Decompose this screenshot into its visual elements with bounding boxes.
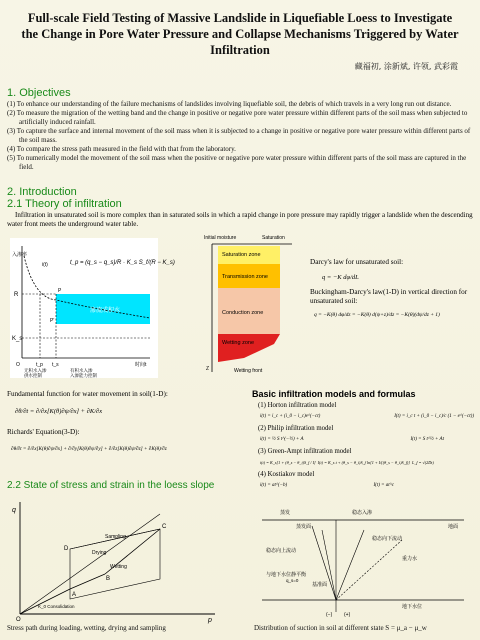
darcy-block bbox=[310, 258, 475, 320]
bottom-label: 有积水入渗 bbox=[70, 368, 93, 373]
objective-item: (5) To numerically model the movement of the soil mass when the positive or negative pore water pressure within different parts of the soil mass are captured in the field. bbox=[7, 154, 467, 171]
suction-diagram bbox=[252, 500, 474, 618]
suction-label: 蒸发 bbox=[280, 510, 291, 516]
label-p: P bbox=[58, 288, 62, 294]
bottom-label: 入渗能力控制 bbox=[70, 373, 97, 378]
suction-label: 与地下水位静平衡 bbox=[266, 572, 307, 578]
box-label: 渗流成积水 bbox=[90, 308, 121, 314]
model-eq: i(t) = at^(−b) bbox=[260, 482, 288, 488]
infiltration-graph-panel bbox=[10, 238, 175, 378]
model-eq: I(t) = at^c bbox=[373, 482, 394, 488]
fundamental-block bbox=[7, 390, 239, 454]
darcy-title: Darcy's law for unsaturated soil: bbox=[310, 258, 404, 266]
point-label: C bbox=[162, 524, 167, 530]
suction-label: 稳态入渗 bbox=[352, 510, 373, 516]
model-eq: i(t) = i_c + (i_0 − i_c)e^(−ct) bbox=[260, 413, 321, 419]
moisture-profile bbox=[204, 232, 296, 378]
model-eq: I(t) = K_s t + (θ_s − θ_i)S_f ln[1 + I/((θ_s − θ_i)S_f)] bbox=[317, 459, 410, 465]
model-eqs bbox=[260, 413, 474, 422]
darcy-equation: q = −K dφ/dL bbox=[322, 274, 359, 281]
suction-label: 稳态向下流动 bbox=[372, 536, 403, 542]
suction-panel bbox=[252, 500, 474, 618]
stress-heading: 2.2 State of stress and strain in the loess slope bbox=[7, 480, 215, 491]
label-origin: O bbox=[16, 362, 20, 368]
zone-label: Conduction zone bbox=[222, 310, 264, 316]
z-axis-label: Z bbox=[206, 366, 210, 372]
label-r: R bbox=[14, 292, 19, 298]
point-label: D bbox=[64, 546, 69, 552]
objectives-list bbox=[7, 100, 473, 172]
wetting-zone bbox=[218, 334, 280, 362]
q-axis-label: q bbox=[12, 507, 16, 514]
bottom-label: 无积水入渗 bbox=[24, 368, 47, 373]
infiltration-graph bbox=[10, 238, 175, 378]
richards-title: Richards' Equation(3-D): bbox=[7, 428, 80, 436]
moisture-profile-svg bbox=[204, 232, 296, 378]
suction-label: 地面 bbox=[448, 524, 459, 530]
point-label: B bbox=[106, 576, 111, 582]
path-label: K_0 Consolidation bbox=[38, 604, 75, 609]
point-label: A bbox=[72, 592, 77, 598]
zone-label: Transmission zone bbox=[222, 274, 268, 280]
suction-label: (−) bbox=[326, 612, 333, 618]
model-eq: I(t) = i_c t + (i_0 − i_c)/c (1 − e^(−ct)) bbox=[394, 413, 474, 419]
suction-label: 重力水 bbox=[402, 556, 418, 562]
bd-title: Buckingham-Darcy's law(1-D) in vertical direction for unsaturated soil: bbox=[310, 288, 468, 305]
suction-label: (+) bbox=[344, 612, 351, 618]
objective-item: (2) To measure the migration of the wetting band and the change in positive or negative pore water pressure within different parts of the soil mass when subjected to artificially induced rainfall. bbox=[7, 109, 468, 126]
label-tp: t_p bbox=[36, 362, 43, 368]
y-axis-label: 入渗率 bbox=[12, 252, 28, 258]
path-label: Sampling bbox=[105, 534, 126, 540]
basic-models bbox=[252, 389, 474, 490]
wetting-front-label: Wetting front bbox=[234, 368, 263, 374]
model-name: (1) Horton infiltration model bbox=[258, 402, 337, 409]
label-p-prime: P' bbox=[50, 318, 55, 324]
suction-label: 稳态向上流动 bbox=[266, 548, 297, 554]
bottom-label: 供水控制 bbox=[24, 373, 42, 378]
theory-heading: 2.1 Theory of infiltration bbox=[7, 198, 122, 210]
richards-equation: ∂θ/∂t = ∂/∂x[K(θ)∂ψ/∂x] + ∂/∂y[K(θ)∂ψ/∂y] + ∂/∂z[K(θ)∂ψ/∂z] + ∂K(θ)/∂z bbox=[11, 446, 167, 452]
suction-label: q_s=0 bbox=[286, 578, 299, 583]
fundamental-equation: ∂θ/∂t = ∂/∂x[K(θ)∂ψ/∂x] + ∂K/∂x bbox=[15, 408, 103, 415]
model-name: (3) Green-Ampt infiltration model bbox=[258, 448, 352, 455]
theory-paragraph: Infiltration in unsaturated soil is more complex than in saturated soils in which a rapid change in pore pressure may rapidly trigger a landslide when the descending water front meets the underground water table. bbox=[7, 211, 473, 228]
model-list bbox=[252, 402, 474, 490]
label-ks: K_s bbox=[12, 336, 23, 342]
suction-label: 地下水位 bbox=[402, 604, 423, 610]
objective-item: (4) To compare the stress path measured in the field with that from the laboratory. bbox=[7, 145, 236, 153]
saturation-label: Saturation bbox=[262, 235, 285, 241]
suction-caption: Distribution of suction in soil at different state S = μ_a − μ_w bbox=[254, 624, 427, 632]
zone-label: Wetting zone bbox=[222, 340, 255, 346]
bd-equation: q = −K(θ) dφ/dz = −K(θ) d(ψ+z)/dz = −K(θ)(dψ/dz + 1) bbox=[314, 312, 440, 318]
tp-formula: t_p = (q_s − q_s)/R · K_s S_f/(R − K_s) bbox=[70, 260, 175, 266]
stress-path-diagram bbox=[10, 494, 232, 622]
model-eq: L_f = √(2Dt) bbox=[411, 459, 434, 465]
fundamental-title: Fundamental function for water movement in soil(1-D): bbox=[7, 390, 168, 398]
model-name: (2) Philip infiltration model bbox=[258, 425, 334, 432]
objectives-heading: 1. Objectives bbox=[7, 87, 71, 99]
model-eqs bbox=[260, 482, 394, 491]
x-axis-label: 时间t bbox=[135, 362, 147, 368]
model-name: (4) Kostiakov model bbox=[258, 471, 315, 478]
path-label: Wetting bbox=[110, 564, 127, 570]
zone-label: Saturation zone bbox=[222, 252, 261, 258]
model-eq: I(t) = S t^½ + At bbox=[410, 436, 444, 442]
model-eq: i(t) = ½ S t^(−½) + A bbox=[260, 436, 304, 442]
basic-title: Basic infiltration models and formulas bbox=[252, 389, 416, 399]
stress-path-caption: Stress path during loading, wetting, drying and sampling bbox=[7, 624, 166, 632]
path-label: Drying bbox=[92, 550, 107, 556]
stress-path-panel bbox=[10, 494, 232, 622]
point-label: O bbox=[16, 617, 21, 623]
authors: 藏福初, 涂新斌, 许领, 武彩霞 bbox=[354, 62, 458, 71]
model-eqs bbox=[260, 459, 474, 468]
suction-label: 蒸发面 bbox=[296, 524, 312, 530]
curve-label: i(t) bbox=[42, 262, 48, 268]
objective-item: (1) To enhance our understanding of the failure mechanisms of landslides involving liquefiable soil, the debris of which travels in a very long run out distance. bbox=[7, 100, 452, 108]
intro-heading: 2. Introduction bbox=[7, 186, 77, 198]
model-eqs bbox=[260, 436, 444, 445]
objective-item: (3) To capture the surface and internal movement of the soil mass when it is subjected to a change in positive or negative pore water pressure within different parts of the soil mass. bbox=[7, 127, 471, 144]
poster-title: Full-scale Field Testing of Massive Landslide in Liquefiable Loess to Investigate the Change in Pore Water Pressure and Collapse Mechanisms Triggered by Water Infiltration bbox=[21, 11, 459, 57]
label-ts: t_s bbox=[52, 362, 59, 368]
suction-label: 基准面 bbox=[312, 582, 328, 588]
model-eq: i(t) = K_s[1 + (θ_s − θ_i)S_f / I] bbox=[260, 459, 316, 465]
initial-moisture-label: Initial moisture bbox=[204, 235, 237, 241]
p-axis-label: p bbox=[208, 617, 212, 624]
